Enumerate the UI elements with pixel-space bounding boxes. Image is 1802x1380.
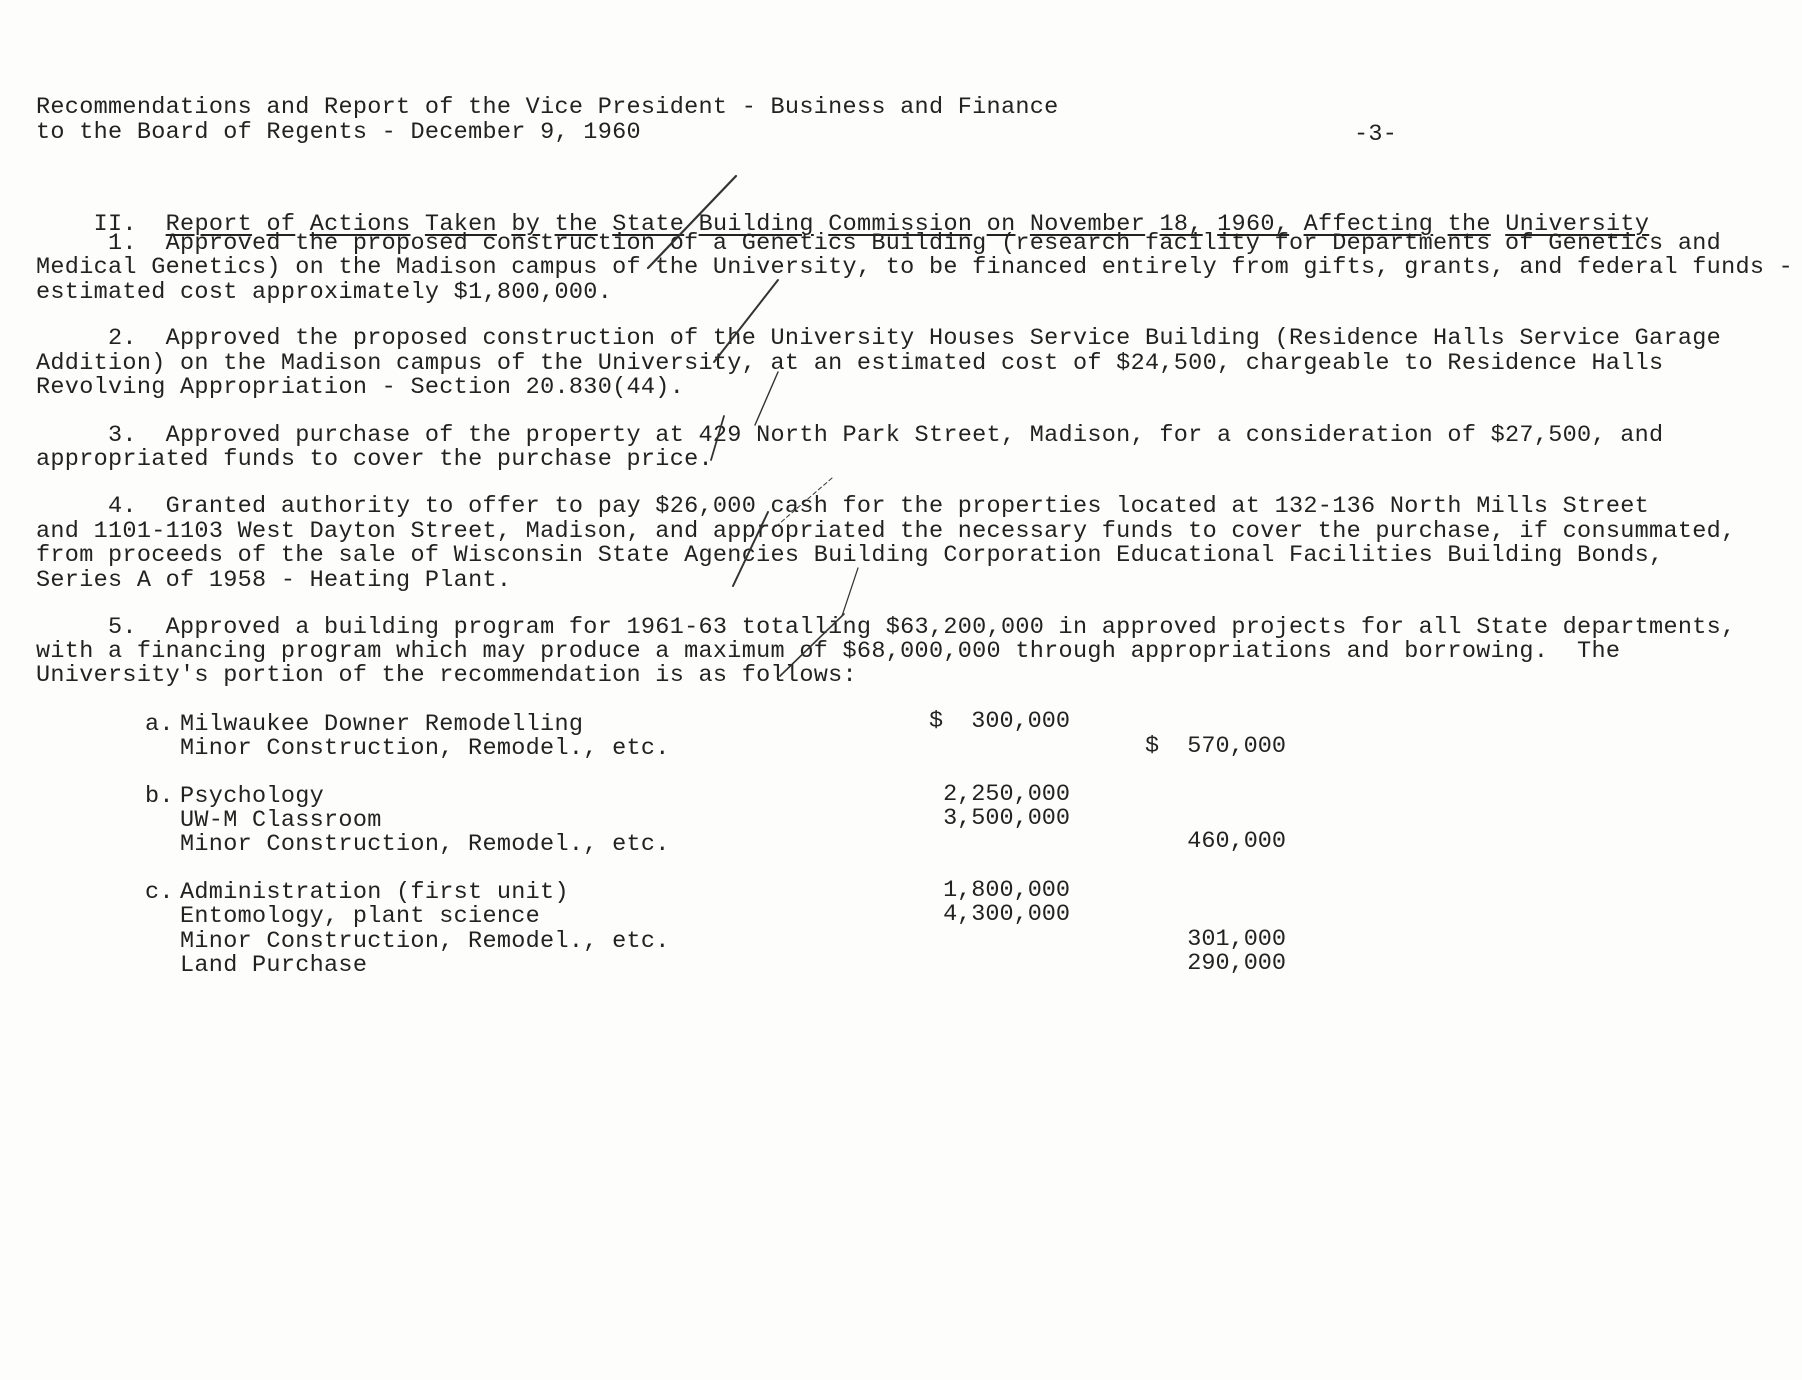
section-title-word: Taken — [424, 211, 497, 238]
project-letter-a: a. — [145, 711, 174, 738]
pen-check-icon — [755, 372, 778, 425]
project-row-amount-col1: 1,800,000 — [943, 877, 1070, 904]
item-5-line-3: University's portion of the recommendation is as follows: — [36, 662, 857, 689]
section-title-word: on — [986, 211, 1016, 238]
project-row-amount-col2: 290,000 — [1187, 950, 1286, 977]
project-letter-c: c. — [145, 879, 174, 906]
item-5-line-1: 5. Approved a building program for 1961-63 totalling $63,200,000 in approved projects for all State departments, — [36, 614, 1736, 641]
project-row-amount-col1: 3,500,000 — [943, 805, 1070, 832]
section-title-word: by — [511, 211, 541, 238]
section-title-word: the — [1447, 211, 1491, 238]
section-title-word: Actions — [309, 211, 411, 238]
project-row-label: Minor Construction, Remodel., etc. — [180, 735, 670, 762]
project-row-label: Milwaukee Downer Remodelling — [180, 711, 584, 738]
item-2-line-2: Addition) on the Madison campus of the University, at an estimated cost of $24,500, chargeable to Residence Halls — [36, 350, 1664, 377]
project-letter-b: b. — [145, 783, 174, 810]
item-4-line-4: Series A of 1958 - Heating Plant. — [36, 567, 512, 594]
item-4-line-2: and 1101-1103 West Dayton Street, Madison, and appropriated the necessary funds to cover the purchase, if consummated, — [36, 518, 1736, 545]
section-title-word: University — [1505, 211, 1650, 238]
section-title-word: Report — [165, 211, 253, 238]
item-1-line-2: Medical Genetics) on the Madison campus of the University, to be financed entirely from gifts, grants, and federal funds - — [36, 254, 1794, 281]
item-2-line-3: Revolving Appropriation - Section 20.830(44). — [36, 374, 685, 401]
section-title-word: 18, — [1159, 211, 1203, 238]
header-line-1: Recommendations and Report of the Vice President - Business and Finance — [36, 94, 1059, 121]
item-1-line-3: estimated cost approximately $1,800,000. — [36, 279, 613, 306]
project-row-label: Psychology — [180, 783, 325, 810]
project-row-label: Entomology, plant science — [180, 903, 541, 930]
item-4-line-3: from proceeds of the sale of Wisconsin State Agencies Building Corporation Educational Facilities Building Bonds, — [36, 542, 1664, 569]
item-1-line-1: 1. Approved the proposed construction of a Genetics Building (research facility for Departments of Genetics and — [36, 230, 1722, 257]
pen-check-icon — [842, 568, 858, 616]
section-title-word: 1960, — [1217, 211, 1290, 238]
section-title-word: Commission — [828, 211, 973, 238]
item-4-line-1: 4. Granted authority to offer to pay $26,000 cash for the properties located at 132-136 North Mills Street — [36, 493, 1650, 520]
project-row-amount-col1: 2,250,000 — [943, 781, 1070, 808]
project-row-amount-col1: $ 300,000 — [928, 708, 1070, 735]
project-row-label: UW-M Classroom — [180, 807, 382, 834]
page-number: -3- — [1354, 121, 1398, 148]
project-row-amount-col2: 460,000 — [1187, 828, 1286, 855]
section-title-word: Affecting — [1303, 211, 1434, 238]
item-3-line-2: appropriated funds to cover the purchase price. — [36, 446, 713, 473]
section-title-word: the — [554, 211, 598, 238]
project-row-amount-col2: 301,000 — [1187, 926, 1286, 953]
project-row-label: Administration (first unit) — [180, 879, 569, 906]
project-row-label: Land Purchase — [180, 952, 368, 979]
item-3-line-1: 3. Approved purchase of the property at 429 North Park Street, Madison, for a consideration of $27,500, and — [36, 422, 1664, 449]
item-2-line-1: 2. Approved the proposed construction of the University Houses Service Building (Residence Halls Service Garage — [36, 325, 1722, 352]
project-row-label: Minor Construction, Remodel., etc. — [180, 928, 670, 955]
section-title-word: of — [266, 211, 296, 238]
item-5-line-2: with a financing program which may produce a maximum of $68,000,000 through appropriations and borrowing. The — [36, 638, 1621, 665]
section-title-word: November — [1029, 211, 1146, 238]
project-row-amount-col2: $ 570,000 — [1144, 733, 1286, 760]
header-line-2: to the Board of Regents - December 9, 1960 — [36, 119, 641, 146]
section-title-word: Building — [698, 211, 814, 238]
section-numeral: II. — [93, 211, 137, 238]
project-row-label: Minor Construction, Remodel., etc. — [180, 831, 670, 858]
project-row-amount-col1: 4,300,000 — [943, 901, 1070, 928]
section-title-word: State — [612, 211, 685, 238]
